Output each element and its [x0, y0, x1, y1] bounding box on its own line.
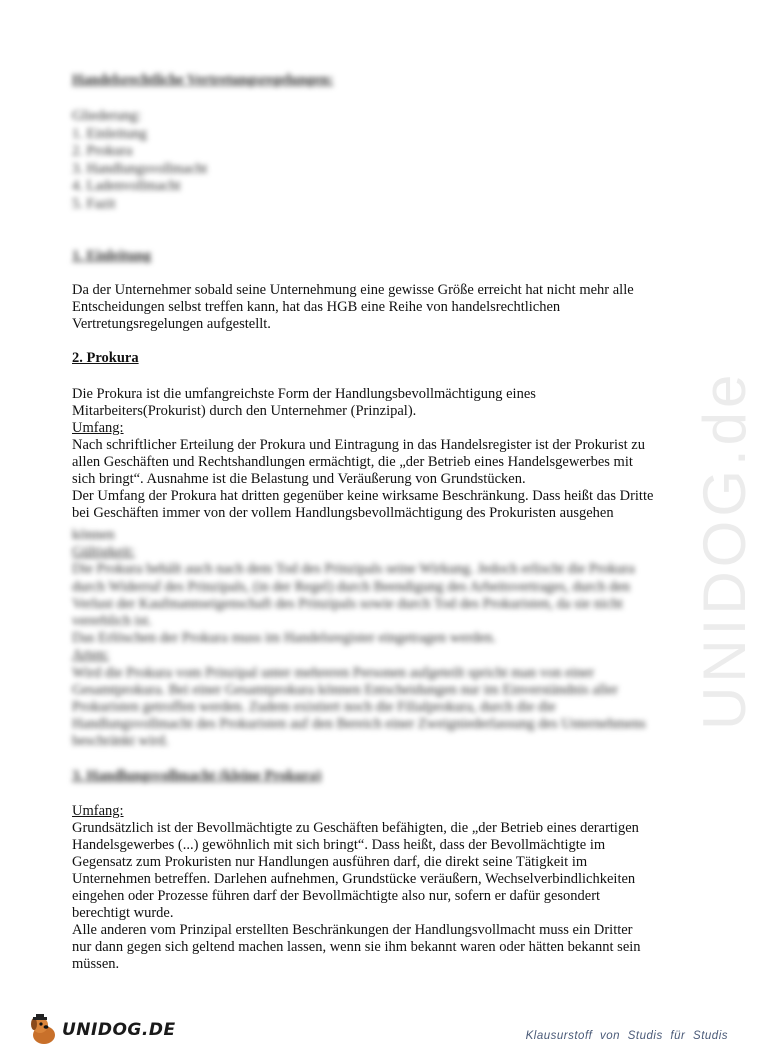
paragraph-line: Handlungsvollmacht des Prokuristen auf den Bereich einer Zweigniederlassung des Unternehmens	[72, 716, 646, 733]
paragraph-line: Handelsgewerbes (...) gewöhnlich mit sich bringt“. Dass heißt, dass der Bevollmächtigte im	[72, 837, 606, 853]
paragraph-line: vererblich ist.	[72, 613, 152, 630]
toc-item: 5. Fazit	[72, 195, 116, 212]
paragraph-line: Grundsätzlich ist der Bevollmächtigte zu Geschäften befähigten, die „der Betrieb eines derartigen	[72, 820, 639, 836]
paragraph-line: durch Widerruf des Prinzipals, (in der Regel) durch Beendigung des Arbeitsvertrages, durch den	[72, 578, 631, 595]
paragraph-line: eingehen oder Prozesse führen darf der Bevollmächtigte also nur, sofern er dafür gesondert	[72, 888, 601, 904]
section2-text	[72, 386, 653, 522]
paragraph-line: Vertretungsregelungen aufgestellt.	[72, 316, 271, 332]
section2-blurred-text	[72, 527, 646, 751]
section1-text	[72, 282, 634, 333]
toc-item: 3. Handlungsvollmacht	[72, 160, 208, 177]
paragraph-line: bei Geschäften immer von der vollem Handlungsbevollmächtigung des Prokuristen ausgehen	[72, 505, 614, 521]
paragraph-line: Das Erlöschen der Prokura muss im Handelsregister eingetragen werden.	[72, 630, 496, 647]
footer-tagline: Klausurstoff von Studis für Studis	[525, 1030, 728, 1042]
section1-heading: 1. Einleitung	[72, 248, 151, 264]
paragraph-line: müssen.	[72, 956, 120, 972]
paragraph-line: beschränkt wird.	[72, 733, 169, 750]
footer-brand: UNIDOG.DE	[62, 1020, 176, 1040]
paragraph-line: Unternehmen betreffen. Darlehen aufnehmen, Grundstücke veräußern, Wechselverbindlichkeiten	[72, 871, 636, 887]
paragraph-line: Mitarbeiters(Prokurist) durch den Unternehmer (Prinzipal).	[72, 403, 417, 419]
paragraph-line: Die Prokura behält auch nach dem Tod des Prinzipals seine Wirkung. Jedoch erlischt die Prokura	[72, 561, 635, 578]
toc-item: 4. Ladenvollmacht	[72, 178, 181, 194]
paragraph-line: nur dann gegen sich geltend machen lassen, wenn sie ihm bekannt waren oder hätten bekannt sein	[72, 939, 641, 955]
paragraph-line: Da der Unternehmer sobald seine Unternehmung eine gewisse Größe erreicht hat nicht mehr alle	[72, 282, 634, 298]
paragraph-line: allen Geschäften und Rechtshandlungen ermächtigt, die „der Betrieb eines Handelsgewerbes mit	[72, 454, 633, 470]
table-of-contents	[72, 108, 207, 213]
umfang-label: Umfang:	[72, 420, 124, 436]
paragraph-line: Gegensatz zum Prokuristen nur Handlungen ausführen darf, die direkt seine Tätigkeit im	[72, 854, 588, 870]
paragraph-line: können	[72, 527, 115, 543]
paragraph-line: Gesamtprokura. Bei einer Gesamtprokura können Entscheidungen nur im Einverständnis aller	[72, 681, 619, 698]
watermark: UNIDOG.de	[691, 370, 758, 730]
section2-heading: 2. Prokura	[72, 350, 139, 366]
footer-logo	[26, 1013, 176, 1047]
paragraph-line: berechtigt wurde.	[72, 905, 174, 921]
paragraph-line: Wird die Prokura vom Prinzipal unter mehreren Personen aufgeteilt spricht man von einer	[72, 664, 595, 681]
paragraph-line: Prokuristen getroffen werden. Zudem existiert noch die Filialprokura, durch die die	[72, 699, 556, 716]
section3-text	[72, 803, 641, 973]
paragraph-line: Verlust der Kaufmannseigenschaft des Prinzipals sowie durch Tod des Prokuristen, da sie nicht	[72, 595, 623, 612]
paragraph-line: Alle anderen vom Prinzipal erstellten Beschränkungen der Handlungsvollmacht muss ein Dritter	[72, 922, 633, 938]
umfang-label: Umfang:	[72, 803, 124, 819]
paragraph-line: Entscheidungen selbst treffen kann, hat das HGB eine Reihe von handelsrechtlichen	[72, 299, 561, 315]
toc-item: 2. Prokura	[72, 143, 133, 159]
document-title: Handelsrechtliche Vertretungsregelungen:	[72, 72, 334, 88]
paragraph-line: Die Prokura ist die umfangreichste Form der Handlungsbevollmächtigung eines	[72, 386, 536, 402]
arten-label: Arten:	[72, 647, 110, 664]
section3-heading: 3. Handlungsvollmacht (kleine Prokura)	[72, 768, 322, 784]
paragraph-line: Der Umfang der Prokura hat dritten gegenüber keine wirksame Beschränkung. Dass heißt das Dritte	[72, 488, 654, 504]
paragraph-line: sich bringt“. Ausnahme ist die Belastung und Veräußerung von Grundstücken.	[72, 471, 526, 487]
toc-label: Gliederung:	[72, 108, 142, 124]
paragraph-line: Nach schriftlicher Erteilung der Prokura und Eintragung in das Handelsregister ist der Prokurist zu	[72, 437, 645, 453]
toc-item: 1. Einleitung	[72, 125, 147, 142]
dog-mascot-icon	[26, 1013, 60, 1047]
gueltigkeit-label: Gültigkeit:	[72, 544, 135, 561]
